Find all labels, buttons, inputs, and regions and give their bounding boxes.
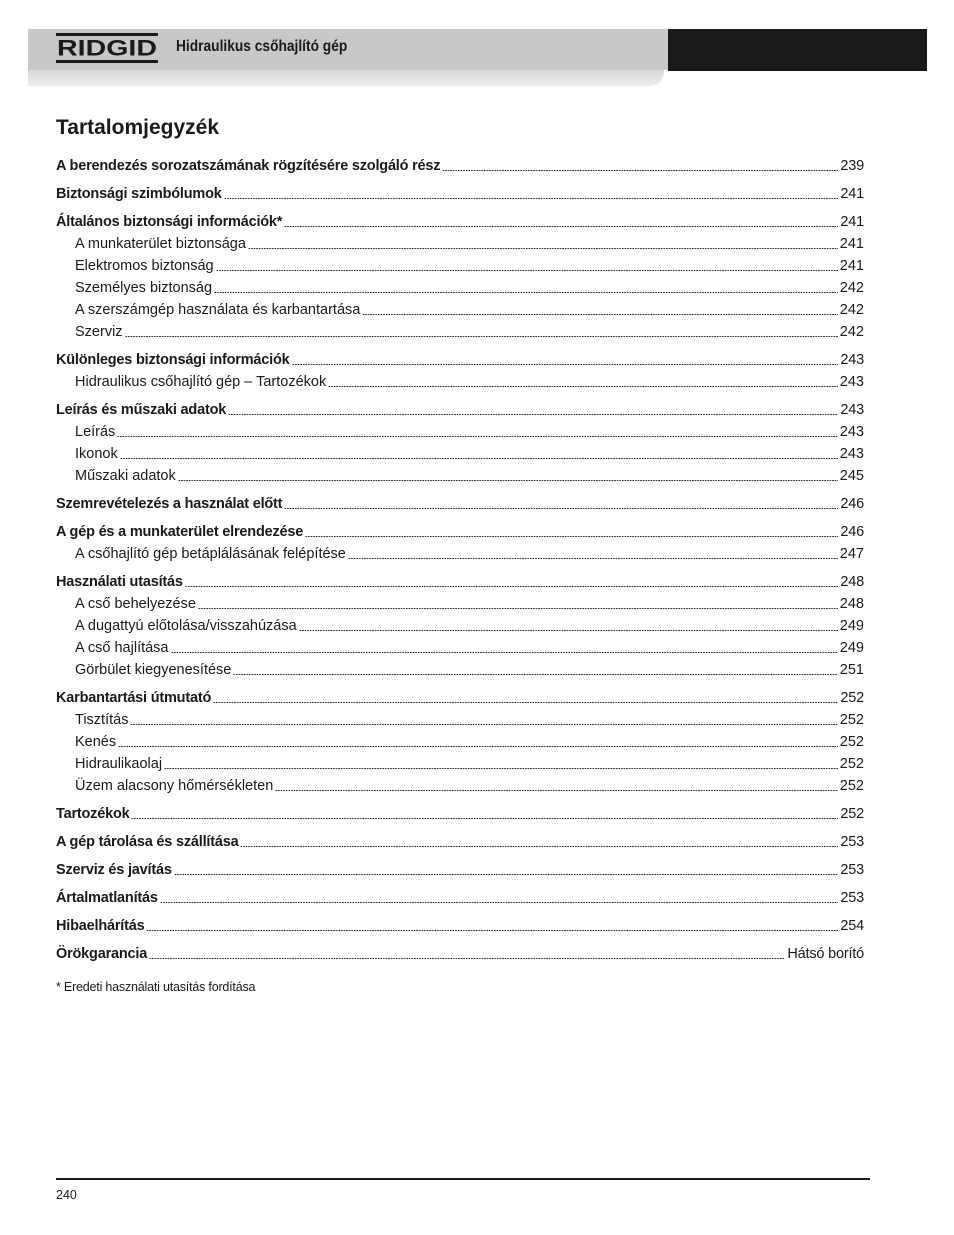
header-dark-block [668, 29, 927, 71]
toc-entry-label: Tisztítás [75, 712, 129, 728]
toc-entry-label: Görbület kiegyenesítése [75, 662, 232, 678]
dot-leader [275, 790, 838, 791]
toc-entry-label: A cső hajlítása [75, 640, 169, 656]
toc-subsection-entry[interactable] [56, 256, 864, 276]
dot-leader [118, 746, 838, 747]
dot-leader [125, 336, 838, 337]
toc-section-entry[interactable] [56, 184, 864, 204]
toc-entry-label: Tartozékok [56, 806, 130, 822]
toc-entry-page: Hátsó borító [787, 946, 864, 962]
toc-section-entry[interactable] [56, 212, 864, 232]
toc-subsection-entry[interactable] [56, 300, 864, 320]
toc-entry-page: 243 [840, 402, 864, 418]
toc-entry-page: 241 [839, 236, 864, 252]
dot-leader [146, 930, 838, 931]
toc-entry-label: Ikonok [75, 446, 118, 462]
dot-leader [284, 508, 838, 509]
toc-subsection-entry[interactable] [56, 322, 864, 342]
toc-entry-page: 247 [839, 546, 864, 562]
toc-entry-label: A csőhajlító gép betáplálásának felépítése [75, 546, 346, 562]
toc-entry-label: A dugattyú előtolása/visszahúzása [75, 618, 297, 634]
header-title: Hidraulikus csőhajlító gép [176, 38, 348, 55]
toc-entry-label: Szerviz [75, 324, 123, 340]
toc-title: Tartalomjegyzék [56, 116, 220, 139]
toc-entry-label: Különleges biztonsági információk [56, 352, 290, 368]
toc-entry-label: Üzem alacsony hőmérsékleten [75, 778, 274, 794]
dot-leader [284, 226, 838, 227]
toc-subsection-entry[interactable] [56, 372, 864, 392]
dot-leader [117, 436, 837, 437]
dot-leader [224, 198, 839, 199]
toc-entry-page: 249 [839, 640, 864, 656]
toc-subsection-entry[interactable] [56, 638, 864, 658]
dot-leader [292, 364, 839, 365]
toc-subsection-entry[interactable] [56, 710, 864, 730]
header-shadow [28, 70, 664, 86]
toc-entry-page: 242 [839, 302, 864, 318]
toc-entry-page: 239 [840, 158, 864, 174]
toc-subsection-entry[interactable] [56, 422, 864, 442]
toc-entry-label: Kenés [75, 734, 117, 750]
toc-section-entry[interactable] [56, 400, 864, 420]
toc-entry-label: Biztonsági szimbólumok [56, 186, 222, 202]
dot-leader [362, 314, 837, 315]
toc-entry-page: 241 [840, 214, 864, 230]
toc-section-entry[interactable] [56, 804, 864, 824]
toc-entry-label: Elektromos biztonság [75, 258, 214, 274]
toc-entry-label: Ártalmatlanítás [56, 890, 158, 906]
toc-section-entry[interactable] [56, 688, 864, 708]
dot-leader [305, 536, 838, 537]
toc-section-entry[interactable] [56, 860, 864, 880]
toc-entry-label: Hidraulikus csőhajlító gép – Tartozékok [75, 374, 327, 390]
toc-entry-page: 252 [839, 712, 864, 728]
toc-subsection-entry[interactable] [56, 616, 864, 636]
dot-leader [171, 652, 838, 653]
toc-entry-label: A gép és a munkaterület elrendezése [56, 524, 304, 540]
toc-entry-page: 253 [840, 862, 864, 878]
toc-entry-page: 243 [839, 374, 864, 390]
toc-entry-label: Karbantartási útmutató [56, 690, 212, 706]
dot-leader [198, 608, 838, 609]
page-number: 240 [56, 1188, 77, 1202]
dot-leader [131, 818, 838, 819]
toc-entry-page: 243 [839, 424, 864, 440]
toc-entry-label: Leírás [75, 424, 116, 440]
toc-entry-page: 252 [839, 734, 864, 750]
dot-leader [328, 386, 838, 387]
dot-leader [120, 458, 838, 459]
dot-leader [149, 958, 785, 959]
toc-entry-page: 252 [840, 806, 864, 822]
toc-entry-page: 252 [839, 756, 864, 772]
toc-entry-label: A munkaterület biztonsága [75, 236, 246, 252]
toc-entry-page: 243 [839, 446, 864, 462]
toc-entry-label: A berendezés sorozatszámának rögzítésére szolgáló rész [56, 158, 441, 174]
toc-entry-page: 242 [839, 324, 864, 340]
toc-subsection-entry[interactable] [56, 660, 864, 680]
toc-entry-page: 251 [839, 662, 864, 678]
toc-entry-label: Személyes biztonság [75, 280, 213, 296]
toc-entry-page: 246 [840, 496, 864, 512]
toc-section-entry[interactable] [56, 522, 864, 542]
dot-leader [178, 480, 838, 481]
toc-entry-page: 241 [840, 186, 864, 202]
ridgid-logo [56, 33, 158, 63]
dot-leader [213, 702, 838, 703]
dot-leader [348, 558, 838, 559]
toc-section-entry[interactable] [56, 350, 864, 370]
toc-subsection-entry[interactable] [56, 544, 864, 564]
dot-leader [130, 724, 837, 725]
logo-text: RIDGID [57, 35, 157, 61]
toc-section-entry[interactable] [56, 572, 864, 592]
toc-entry-label: A cső behelyezése [75, 596, 196, 612]
toc-section-entry[interactable] [56, 888, 864, 908]
dot-leader [248, 248, 838, 249]
toc-entry-page: 249 [839, 618, 864, 634]
toc-entry-label: Hidraulikaolaj [75, 756, 163, 772]
toc-entry-page: 248 [839, 596, 864, 612]
toc-entry-page: 242 [839, 280, 864, 296]
toc-subsection-entry[interactable] [56, 444, 864, 464]
toc-entry-page: 248 [840, 574, 864, 590]
dot-leader [228, 414, 838, 415]
toc-section-entry[interactable] [56, 494, 864, 514]
toc-entry-label: Szerviz és javítás [56, 862, 172, 878]
dot-leader [216, 270, 838, 271]
toc-subsection-entry[interactable] [56, 776, 864, 796]
dot-leader [442, 170, 838, 171]
toc-entry-label: Leírás és műszaki adatok [56, 402, 227, 418]
toc-entry-label: Műszaki adatok [75, 468, 176, 484]
toc-entry-page: 252 [839, 778, 864, 794]
toc-subsection-entry[interactable] [56, 732, 864, 752]
toc-entry-page: 246 [840, 524, 864, 540]
toc-subsection-entry[interactable] [56, 278, 864, 298]
dot-leader [164, 768, 838, 769]
toc-entry-page: 243 [840, 352, 864, 368]
toc-entry-label: Használati utasítás [56, 574, 183, 590]
toc-subsection-entry[interactable] [56, 466, 864, 486]
dot-leader [185, 586, 839, 587]
toc-entry-page: 253 [840, 890, 864, 906]
dot-leader [233, 674, 837, 675]
toc-section-entry[interactable] [56, 156, 864, 176]
toc-subsection-entry[interactable] [56, 754, 864, 774]
dot-leader [240, 846, 838, 847]
toc-subsection-entry[interactable] [56, 594, 864, 614]
toc-entry-page: 241 [839, 258, 864, 274]
dot-leader [174, 874, 839, 875]
toc-entry-page: 245 [839, 468, 864, 484]
toc-section-entry[interactable] [56, 944, 864, 964]
toc-entry-label: Szemrevételezés a használat előtt [56, 496, 283, 512]
toc-entry-page: 254 [840, 918, 864, 934]
toc-entry-page: 253 [840, 834, 864, 850]
footnote: * Eredeti használati utasítás fordítása [56, 980, 256, 994]
toc-entry-label: A gép tárolása és szállítása [56, 834, 239, 850]
dot-leader [160, 902, 839, 903]
toc-entry-label: Örökgarancia [56, 946, 148, 962]
toc-section-entry[interactable] [56, 832, 864, 852]
toc-section-entry[interactable] [56, 916, 864, 936]
footer-rule [56, 1178, 870, 1180]
toc-entry-label: Hibaelhárítás [56, 918, 145, 934]
toc-entry-page: 252 [840, 690, 864, 706]
toc-entry-label: A szerszámgép használata és karbantartása [75, 302, 361, 318]
dot-leader [214, 292, 838, 293]
dot-leader [299, 630, 838, 631]
toc-subsection-entry[interactable] [56, 234, 864, 254]
toc-entry-label: Általános biztonsági információk* [56, 214, 283, 230]
